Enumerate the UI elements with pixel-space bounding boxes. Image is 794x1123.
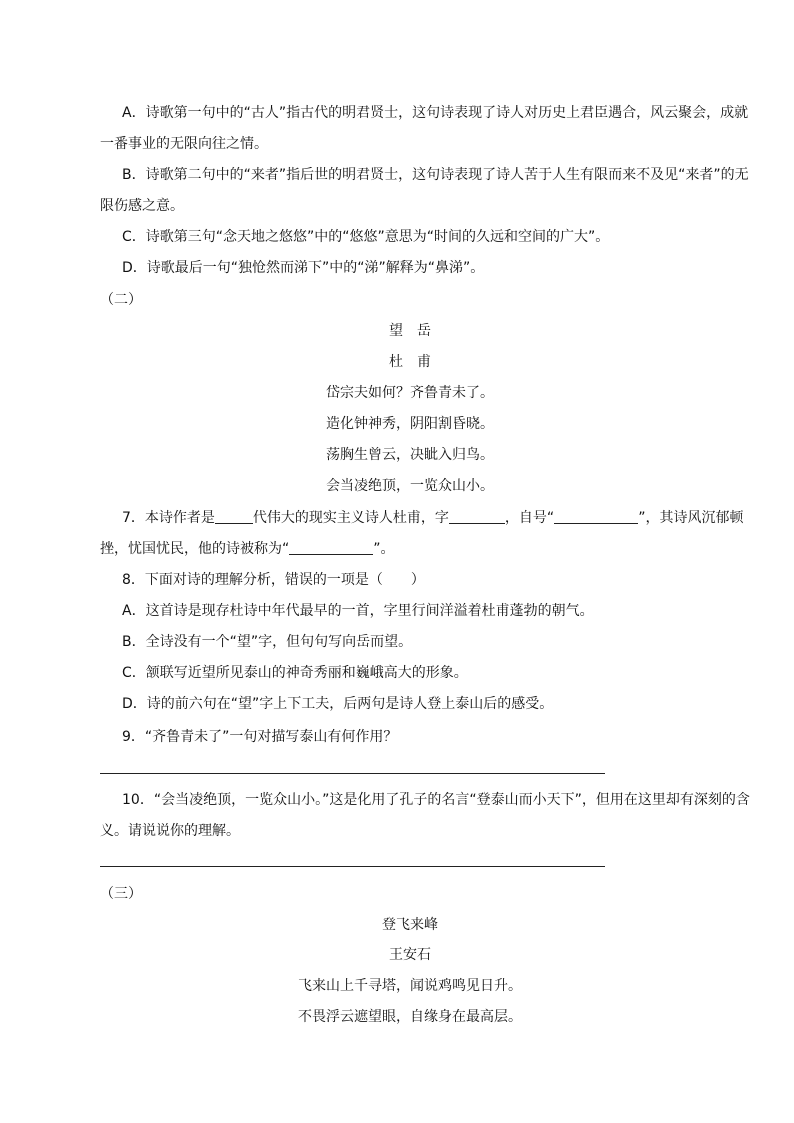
question-8-option-c: C．颔联写近望所见泰山的神奇秀丽和巍峨高大的形象。 (122, 665, 468, 681)
question-8-option-a: A．这首诗是现存杜诗中年代最早的一首，字里行间洋溢着杜甫蓬勃的朝气。 (122, 603, 594, 619)
question-10-line1: 10．“会当凌绝顶，一览众山小。”这是化用了孔子的名言“登泰山而小天下”，但用在这里却有深刻的含 (122, 792, 750, 808)
question-8-stem: 8．下面对诗的理解分析，错误的一项是（ ） (122, 572, 425, 588)
section-label-2: （二） (100, 292, 142, 308)
option-b-line1: B．诗歌第二句中的“来者”指后世的明君贤士，这句诗表现了诗人苦于人生有限而来不及见“来者”的无 (122, 167, 749, 183)
question-7-line1 (122, 503, 744, 534)
poem-line: 会当凌绝顶，一览众山小。 (326, 478, 494, 494)
poem-line: 荡胸生曾云，决眦入归鸟。 (326, 447, 494, 463)
poem-author: 王安石 (389, 947, 431, 963)
question-7-text: ”，其诗风沉郁顿 (638, 510, 744, 526)
poem-title: 望 岳 (389, 323, 431, 339)
poem-title: 登飞来峰 (382, 917, 438, 933)
question-8-option-d: D．诗的前六句在“望”字上下工夫，后两句是诗人登上泰山后的感受。 (122, 696, 554, 712)
option-d: D．诗歌最后一句“独怆然而涕下”中的“涕”解释为“鼻涕”。 (122, 260, 485, 276)
question-9: 9．“齐鲁青未了”一句对描写泰山有何作用？ (122, 729, 398, 745)
question-7-text: ”。 (373, 541, 395, 557)
answer-line[interactable] (100, 773, 605, 774)
question-7-line2 (100, 534, 700, 565)
question-7-text: 代伟大的现实主义诗人杜甫，字 (252, 510, 449, 526)
option-a-line1: A．诗歌第一句中的“古人”指古代的明君贤士，这句诗表现了诗人对历史上君臣遇合，风云聚会，成就 (122, 105, 749, 121)
question-7-text: ，自号“ (504, 510, 555, 526)
answer-blank[interactable] (215, 509, 253, 524)
poem-line: 造化钟神秀，阴阳割昏晓。 (326, 416, 494, 432)
answer-blank[interactable] (289, 540, 373, 555)
question-7-text: 7．本诗作者是 (122, 510, 215, 526)
option-b-line2: 限伤感之意。 (100, 198, 184, 214)
answer-blank[interactable] (554, 509, 638, 524)
answer-blank[interactable] (449, 509, 505, 524)
question-8-option-b: B．全诗没有一个“望”字，但句句写向岳而望。 (122, 634, 413, 650)
poem-line: 岱宗夫如何？齐鲁青未了。 (326, 385, 494, 401)
section-label-3: （三） (100, 886, 142, 902)
answer-line[interactable] (100, 866, 605, 867)
question-7-text: 挫，忧国忧民，他的诗被称为“ (100, 541, 290, 557)
question-10-line2: 义。请说说你的理解。 (100, 823, 240, 839)
poem-line: 不畏浮云遮望眼，自缘身在最高层。 (298, 1009, 522, 1025)
option-a-line2: 一番事业的无限向往之情。 (100, 136, 268, 152)
poem-line: 飞来山上千寻塔，闻说鸡鸣见日升。 (298, 978, 522, 994)
option-c: C．诗歌第三句“念天地之悠悠”中的“悠悠”意思为“时间的久远和空间的广大”。 (122, 229, 610, 245)
poem-author: 杜 甫 (389, 354, 431, 370)
